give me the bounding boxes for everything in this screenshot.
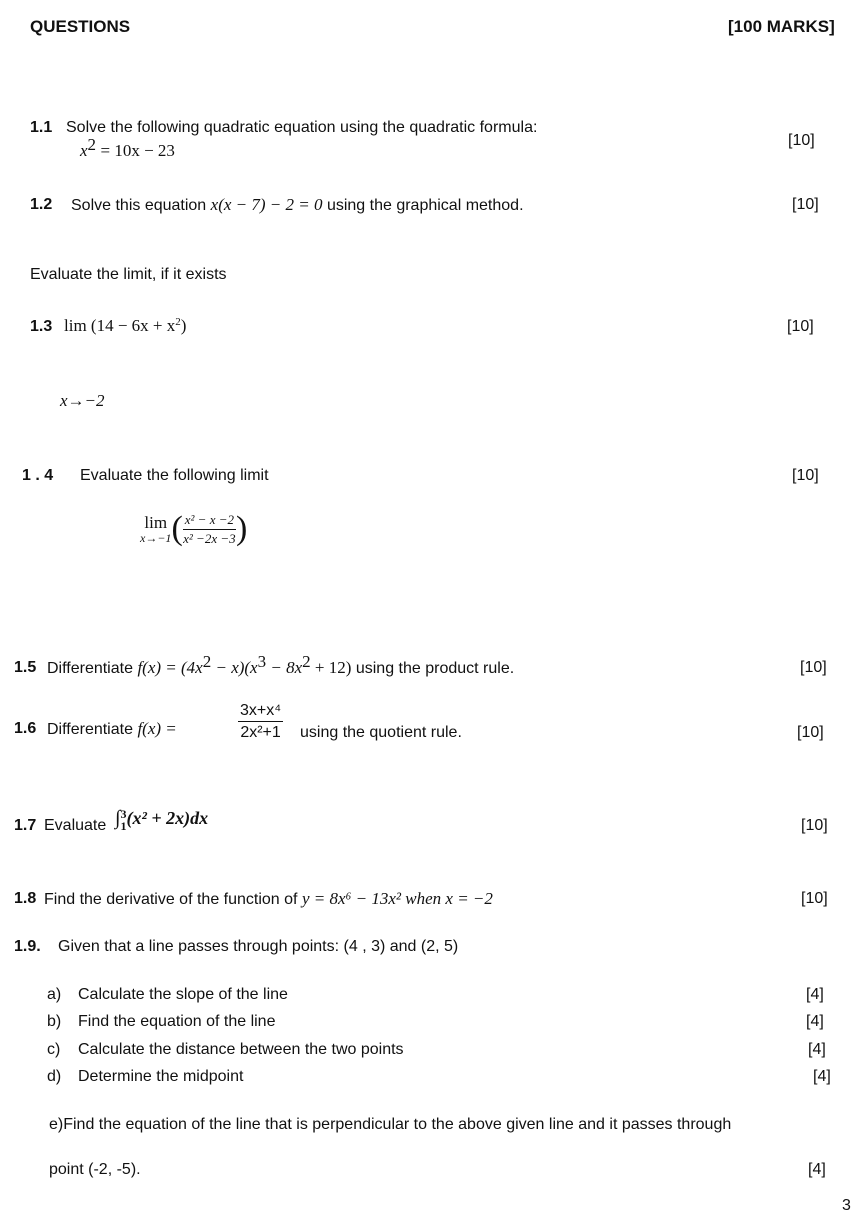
q1-9-part-c-text: Calculate the distance between the two points bbox=[78, 1041, 404, 1058]
q1-5-marks: [10] bbox=[800, 659, 827, 676]
q1-6-text-post: using the quotient rule. bbox=[300, 724, 462, 741]
q1-8-number: 1.8 bbox=[14, 890, 37, 907]
q1-1-marks: [10] bbox=[788, 132, 815, 149]
q1-7-number: 1.7 bbox=[14, 817, 37, 834]
q1-9-part-e-marks: [4] bbox=[808, 1161, 826, 1178]
q1-3-marks: [10] bbox=[787, 318, 814, 335]
q1-9-part-d-text: Determine the midpoint bbox=[78, 1068, 244, 1085]
q1-7-marks: [10] bbox=[801, 817, 828, 834]
q1-9-part-a-label: a) bbox=[47, 986, 62, 1003]
q1-4-text: Evaluate the following limit bbox=[80, 467, 269, 484]
page-title: QUESTIONS bbox=[30, 17, 131, 36]
q1-9-part-a-marks: [4] bbox=[806, 986, 824, 1003]
q1-9-part-b-label: b) bbox=[47, 1013, 62, 1030]
q1-1-number: 1.1 bbox=[30, 119, 53, 136]
q1-4-marks: [10] bbox=[792, 467, 819, 484]
q1-6-marks: [10] bbox=[797, 724, 824, 741]
q1-2-number: 1.2 bbox=[30, 196, 53, 213]
q1-9-part-b-marks: [4] bbox=[806, 1013, 824, 1030]
q1-6-text-pre: Differentiate f(x) = bbox=[47, 719, 177, 738]
q1-6-fraction: $\frac{\text{3x+x⁴}}{\text{2x²+1}}$ bbox=[240, 702, 282, 742]
q1-9-text: Given that a line passes through points: (4 , 3) and (2, 5) bbox=[58, 938, 459, 955]
q1-9-part-c-marks: [4] bbox=[808, 1041, 826, 1058]
q1-4-number: 1 . 4 bbox=[22, 467, 54, 484]
q1-5-number: 1.5 bbox=[14, 659, 37, 676]
q1-9-part-a-text: Calculate the slope of the line bbox=[78, 986, 288, 1003]
q1-9-part-e-text: e)Find the equation of the line that is perpendicular to the above given line and it passes through bbox=[49, 1116, 732, 1133]
q1-9-part-c-label: c) bbox=[47, 1041, 61, 1058]
q1-8-text: Find the derivative of the function of y = 8x⁶ − 13x² when x = −2 bbox=[44, 889, 493, 908]
q1-5-text: Differentiate $f(x) = (4x^2 - x)(x^3 - 8x^2 + 12)$ using the product rule. bbox=[47, 652, 515, 677]
q1-4-limit-expression: lim x→−1 ( $\frac{\text{x² − x −2}}{\text{x² −2x −3}}$ ) bbox=[140, 510, 248, 548]
page-number: 3 bbox=[842, 1197, 851, 1214]
q1-2-marks: [10] bbox=[792, 196, 819, 213]
q1-7-text: Evaluate bbox=[44, 817, 107, 834]
limit-heading: Evaluate the limit, if it exists bbox=[30, 266, 227, 283]
q1-1-text: Solve the following quadratic equation using the quadratic formula: bbox=[66, 119, 538, 136]
q1-9-part-d-label: d) bbox=[47, 1068, 62, 1085]
q1-3-approach: x→−2 bbox=[60, 391, 105, 410]
q1-2-text: Solve this equation x(x − 7) − 2 = 0 using the graphical method. bbox=[71, 195, 524, 214]
q1-9-part-b-text: Find the equation of the line bbox=[78, 1013, 276, 1030]
q1-9-number: 1.9. bbox=[14, 938, 41, 955]
q1-9-part-d-marks: [4] bbox=[813, 1068, 831, 1085]
total-marks: [100 MARKS] bbox=[728, 17, 835, 36]
q1-3-number: 1.3 bbox=[30, 318, 53, 335]
q1-7-integral: ∫ 3 1 (x² + 2x)dx bbox=[115, 806, 209, 833]
q1-6-number: 1.6 bbox=[14, 720, 37, 737]
q1-8-marks: [10] bbox=[801, 890, 828, 907]
q1-9-part-e-text-2: point (-2, -5). bbox=[49, 1161, 141, 1178]
q1-1-equation: $x^2 = 10x - 23$ bbox=[80, 135, 175, 160]
q1-3-expression: $\lim (14 - 6x + x^2)$ bbox=[64, 316, 187, 335]
